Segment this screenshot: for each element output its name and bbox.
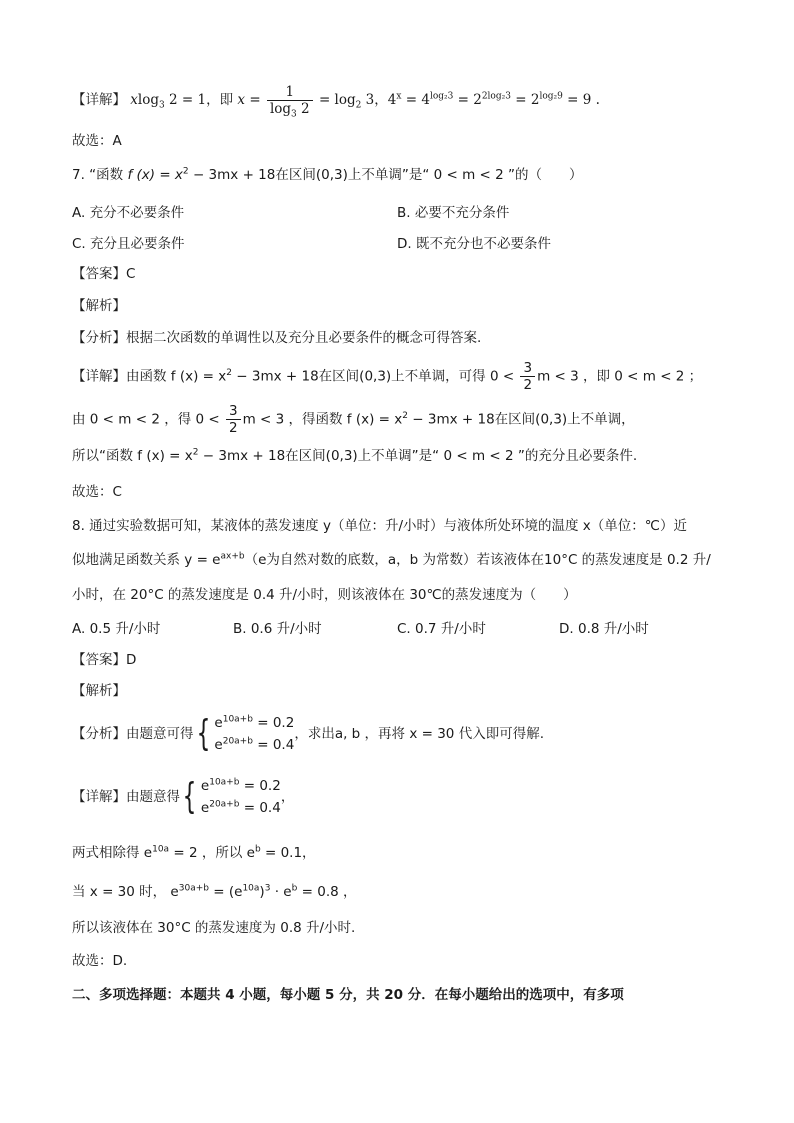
q-text: ) — [259, 884, 265, 900]
detail-7b — [72, 403, 635, 436]
equation-system — [201, 775, 281, 819]
fraction — [520, 360, 535, 393]
math-text: log — [269, 101, 292, 117]
frac-num: 3 — [226, 403, 241, 420]
q8-option-a: A. 0.5 升/小时 — [72, 621, 161, 637]
math-sub: 2 — [355, 100, 362, 111]
math-text: = 2 — [510, 92, 540, 108]
equation-system — [214, 712, 294, 756]
q-text: 由 0 < m < 2 ，得 0 < — [72, 411, 224, 428]
math-text: e — [214, 715, 223, 731]
math-text: = — [245, 92, 265, 108]
math-sub: 3 — [291, 109, 297, 120]
q-text: 所以“函数 f (x) = x — [72, 448, 193, 464]
q-text: ， — [280, 789, 295, 805]
section-2-heading: 二、多项选择题：本题共 4 小题，每小题 5 分，共 20 分．在每小题给出的选项中，有多项 — [72, 987, 624, 1003]
math-text: = 4 — [401, 92, 430, 108]
question-7 — [72, 165, 583, 185]
choose-c: 故选：C — [72, 484, 122, 500]
q7-option-b: B. 必要不充分条件 — [397, 205, 510, 221]
math-text: = 0.4 — [252, 737, 295, 753]
math-sup: 10a — [152, 844, 170, 855]
math-text: = 2 — [453, 92, 482, 108]
math-sup: 2 — [192, 447, 199, 458]
frac-den: 2 — [523, 377, 533, 393]
q-text: m < 3 ，即 0 < m < 2 ； — [537, 368, 703, 385]
q-text: 【详解】由题意得 — [72, 789, 180, 805]
question-8-line2 — [72, 550, 711, 570]
math-sup: log₂9 — [539, 91, 563, 102]
when-line — [72, 882, 357, 902]
analysis-8-header: 【解析】 — [72, 683, 126, 699]
math-sup: 2 — [182, 166, 189, 177]
q7-option-a: A. 充分不必要条件 — [72, 205, 185, 221]
math-sup: 2 — [402, 411, 408, 421]
q8-option-d: D. 0.8 升/小时 — [559, 621, 649, 637]
answer-8: 【答案】D — [72, 652, 137, 668]
analysis-7-header: 【解析】 — [72, 298, 126, 314]
math-text: 2 — [296, 101, 310, 117]
math-sub: 3 — [159, 100, 165, 111]
q-text: ，求出a, b ，再将 x = 30 代入即可得解. — [294, 726, 544, 742]
question-8-line1: 8. 通过实验数据可知，某液体的蒸发速度 y（单位：升/小时）与液体所处环境的温度 x（单位：℃）近 — [72, 518, 687, 534]
detail-tag: 【详解】 — [72, 92, 126, 108]
analysis-7: 【分析】根据二次函数的单调性以及充分且必要条件的概念可得答案. — [72, 330, 482, 346]
q-text: 两式相除得 e — [72, 845, 153, 861]
q-text: · e — [270, 884, 292, 900]
math-sup: 20a+b — [209, 799, 240, 810]
brace-icon: { — [196, 713, 210, 754]
math-sup: b — [254, 844, 261, 855]
q-text: 【详解】由函数 f (x) = x — [72, 368, 227, 385]
detail-8 — [72, 775, 294, 819]
q-text: 似地满足函数关系 y = e — [72, 552, 221, 568]
fraction — [226, 403, 241, 436]
math-text: e — [200, 800, 210, 816]
math-sup: 10a+b — [209, 777, 240, 788]
q8-option-c: C. 0.7 升/小时 — [397, 621, 486, 637]
math-text: log — [137, 92, 160, 108]
math-text: = 0.2 — [252, 715, 295, 731]
math-sup: 10a — [242, 883, 260, 894]
math-text: e — [200, 778, 210, 794]
math-text: = 0.2 — [239, 778, 281, 794]
q-text: 【分析】由题意可得 — [72, 726, 194, 742]
detail-line-prev — [72, 84, 600, 120]
q7-option-c: C. 充分且必要条件 — [72, 236, 185, 252]
math-sup: b — [291, 883, 298, 894]
choose-a: 故选：A — [72, 133, 122, 149]
math-text: f (x) = x — [127, 167, 183, 183]
q-text: − 3mx + 18在区间(0,3)上不单调， — [407, 411, 635, 428]
math-sup: x — [396, 91, 402, 102]
math-text: 3，4 — [361, 92, 397, 108]
math-text: x — [237, 92, 246, 108]
q-text: − 3mx + 18在区间(0,3)上不单调”是“ 0 < m < 2 ”的（ ） — [188, 167, 583, 183]
frac-num: 1 — [267, 84, 313, 101]
detail-7c — [72, 446, 637, 466]
q-text: （e为自然对数的底数，a，b 为常数）若该液体在10°C 的蒸发速度是 0.2 升/ — [244, 552, 711, 568]
frac-num: 3 — [520, 360, 535, 377]
q7-option-d: D. 既不充分也不必要条件 — [397, 236, 551, 252]
q-text: = (e — [208, 884, 243, 900]
math-text: = log — [318, 92, 356, 108]
math-text: 2 = 1，即 — [164, 92, 238, 108]
math-sup: 10a+b — [222, 714, 253, 725]
analysis-8 — [72, 712, 544, 756]
math-text: x — [130, 92, 138, 108]
math-sup: log₂3 — [429, 91, 454, 102]
math-sup: 3 — [264, 883, 271, 894]
q-text: = 2 ，所以 e — [169, 845, 255, 861]
answer-7: 【答案】C — [72, 266, 136, 282]
detail-7a — [72, 360, 702, 393]
math-sup: 2log₂3 — [481, 91, 511, 102]
q-text: = 0.8 ， — [297, 884, 357, 900]
brace-icon: { — [182, 776, 197, 817]
so-line: 所以该液体在 30°C 的蒸发速度为 0.8 升/小时. — [72, 920, 356, 936]
math-text: e — [214, 737, 223, 753]
q-text: − 3mx + 18在区间(0,3)上不单调，可得 0 < — [231, 368, 519, 385]
math-text: = 0.4 — [239, 800, 281, 816]
math-text: = 9 . — [562, 92, 600, 108]
math-sup: ax+b — [220, 551, 245, 562]
q-text: m < 3 ，得函数 f (x) = x — [242, 411, 403, 428]
q-text: 当 x = 30 时， e — [72, 884, 179, 900]
math-sup: 2 — [226, 368, 232, 378]
q-text: = 0.1， — [260, 845, 316, 861]
q-text: − 3mx + 18在区间(0,3)上不单调”是“ 0 < m < 2 ”的充分且必要条件. — [198, 448, 638, 464]
choose-d: 故选：D. — [72, 953, 128, 969]
fraction — [267, 84, 313, 120]
frac-den: 2 — [228, 420, 238, 436]
q8-option-b: B. 0.6 升/小时 — [233, 621, 322, 637]
math-sup: 20a+b — [222, 736, 253, 747]
divide-line — [72, 843, 316, 863]
frac-den — [267, 101, 313, 120]
q-text: 7. “函数 — [72, 167, 128, 183]
math-sup: 30a+b — [178, 883, 209, 894]
question-8-line3: 小时，在 20°C 的蒸发速度是 0.4 升/小时，则该液体在 30℃的蒸发速度为（ ） — [72, 587, 577, 603]
